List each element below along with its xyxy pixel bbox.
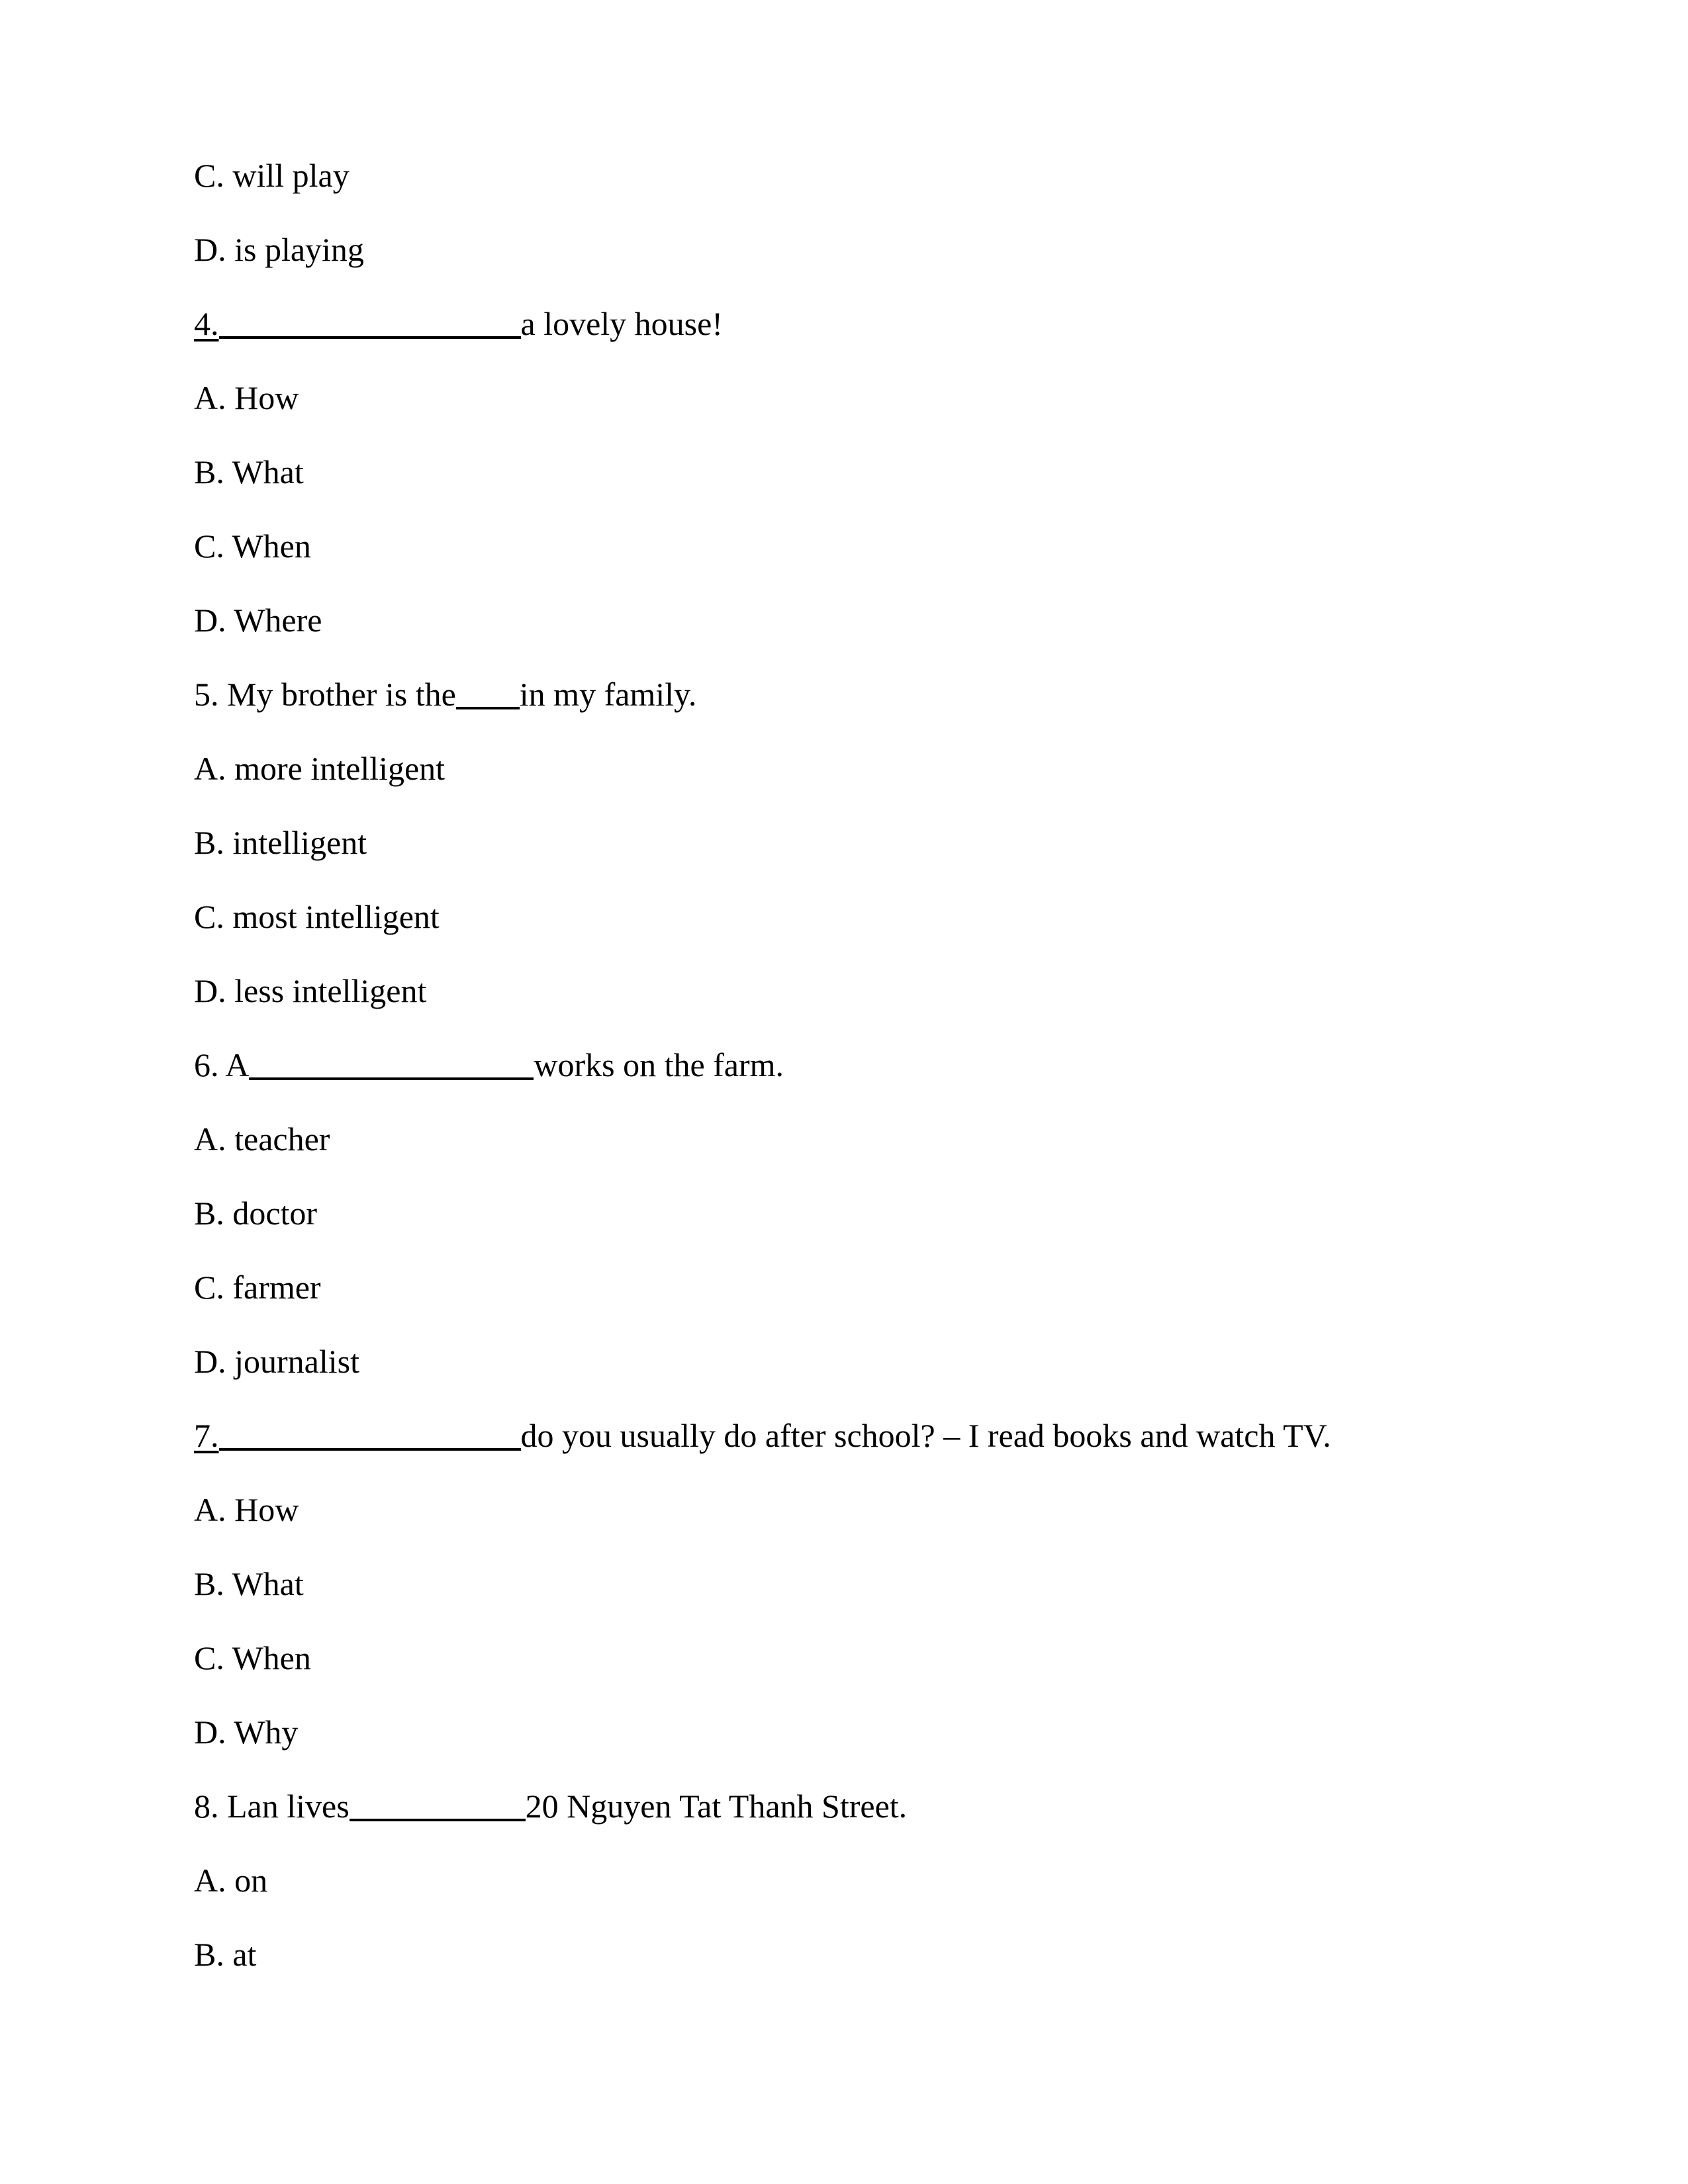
option-6d: D. journalist: [194, 1343, 359, 1380]
option-5b: B. intelligent: [194, 824, 367, 861]
option-7d: D. Why: [194, 1713, 299, 1751]
question-4: [194, 304, 723, 343]
question-7-text: do you usually do after school? – I read books and watch TV.: [520, 1417, 1331, 1454]
question-4-text: a lovely house!: [520, 305, 723, 342]
question-8-text-before: 8. Lan lives: [194, 1788, 350, 1825]
question-6-text-after: works on the farm.: [534, 1046, 784, 1083]
option-4c: C. When: [194, 527, 311, 565]
option-4a: A. How: [194, 379, 299, 416]
option-6a: A. teacher: [194, 1120, 330, 1158]
question-8-blank: [350, 1790, 526, 1821]
option-5a: A. more intelligent: [194, 750, 445, 787]
option-6b: B. doctor: [194, 1195, 318, 1232]
question-5-blank: [456, 678, 520, 709]
question-6: [194, 1045, 784, 1085]
option-6c: C. farmer: [194, 1269, 321, 1306]
question-5-text-after: in my family.: [519, 676, 697, 713]
question-5-text-before: 5. My brother is the: [194, 676, 456, 713]
option-4d: D. Where: [194, 602, 322, 639]
question-7-blank: [219, 1419, 521, 1451]
option-5c: C. most intelligent: [194, 898, 440, 935]
question-8: [194, 1786, 907, 1826]
option-7a: A. How: [194, 1491, 299, 1528]
option-5d: D. less intelligent: [194, 972, 427, 1009]
question-5: [194, 674, 696, 714]
option-7b: B. What: [194, 1565, 304, 1602]
option-3c: C. will play: [194, 157, 350, 194]
option-8a: A. on: [194, 1862, 268, 1899]
question-4-blank: [219, 307, 521, 339]
question-7: [194, 1416, 1331, 1455]
question-8-text-after: 20 Nguyen Tat Thanh Street.: [525, 1788, 908, 1825]
option-4b: B. What: [194, 453, 304, 490]
question-7-number: 7.: [194, 1417, 219, 1454]
option-3d: D. is playing: [194, 231, 364, 268]
option-8b: B. at: [194, 1936, 257, 1973]
question-6-blank: [249, 1048, 534, 1080]
question-4-number: 4.: [194, 305, 219, 342]
question-6-text-before: 6. A: [194, 1046, 250, 1083]
option-7c: C. When: [194, 1639, 311, 1676]
